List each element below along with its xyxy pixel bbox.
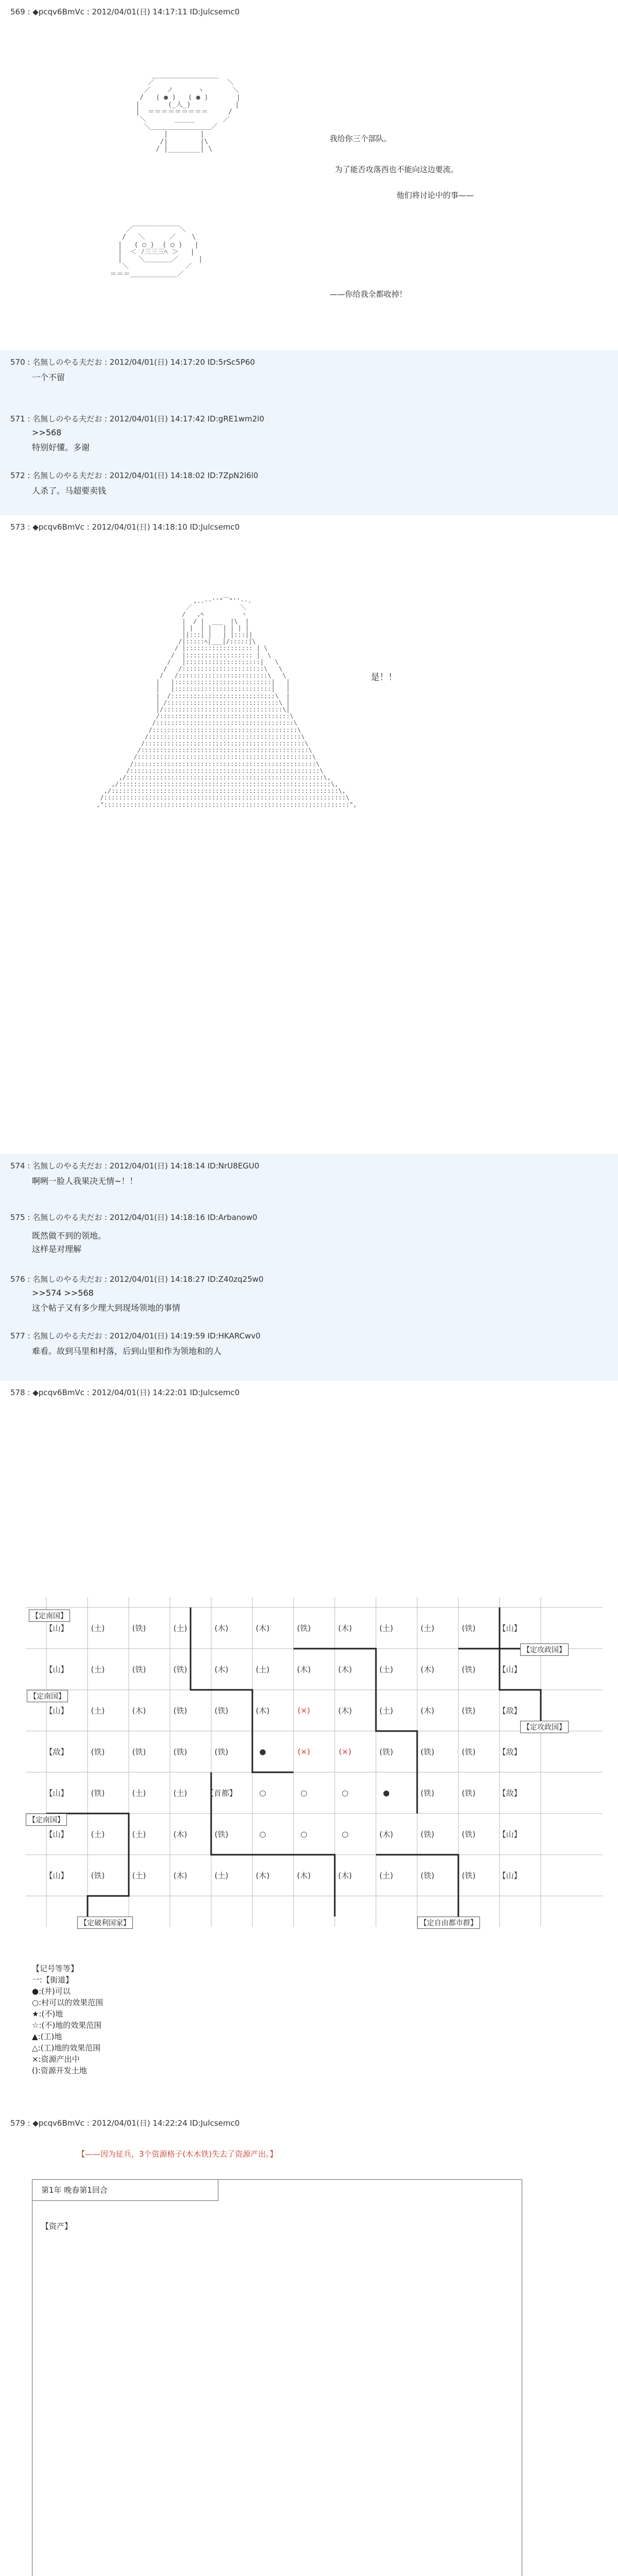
dialogue-line: 他们将讨论中的事—— — [397, 191, 474, 200]
dialogue-line: 我给你三个部队。 — [330, 134, 392, 143]
map-cell: 【山】 — [45, 1706, 68, 1716]
post-body-line: 啊咧一脸人我果决无情~！！ — [32, 1176, 138, 1186]
map-cell: (木) — [214, 1665, 229, 1674]
map-cell: (铁) — [420, 1871, 435, 1880]
map-cell: (×) — [338, 1747, 352, 1756]
map-cell: (土) — [132, 1788, 146, 1798]
post-body-line: 一个不留 — [32, 372, 65, 382]
map-cell: (铁) — [461, 1623, 476, 1633]
notice-text: 【——因为征兵，3个资源格子(木木铁)失去了资源产出。】 — [77, 2149, 278, 2159]
region-label: 【定攻政国】 — [520, 1721, 569, 1733]
map-cell: (土) — [379, 1665, 393, 1674]
legend-line: ×:资源产出中 — [32, 2055, 80, 2064]
map-cell: (土) — [420, 1623, 435, 1633]
post-572 — [0, 464, 618, 515]
map-cell: (铁) — [91, 1747, 105, 1757]
resource-box — [32, 2179, 522, 2576]
legend-line: ★:(不)地 — [32, 2009, 63, 2019]
map-cell: (铁) — [420, 1788, 435, 1798]
post-573 — [0, 515, 618, 1154]
post-body-line: 这个帖子又有多少理大到现场领地的事情 — [32, 1303, 181, 1313]
map-cell: (×) — [297, 1747, 311, 1756]
post-header: 573 : ◆pcqv6BmVc : 2012/04/01(日) 14:18:10 ID:Julcsemc0 — [10, 522, 240, 532]
legend-line: 【记号等等】 — [32, 1964, 79, 1973]
post-header: 578 : ◆pcqv6BmVc : 2012/04/01(日) 14:22:01 ID:Julcsemc0 — [10, 1388, 240, 1397]
map-cell: (铁) — [297, 1623, 311, 1633]
map-cell: (木) — [338, 1871, 352, 1880]
map-cell: (铁) — [420, 1747, 435, 1757]
map-cell: (木) — [338, 1706, 352, 1716]
map-cell: 【敌】 — [498, 1706, 522, 1716]
map-cell: (土) — [91, 1665, 105, 1674]
post-header: 570 : 名無しのやる夫だお : 2012/04/01(日) 14:17:20 ID:5rSc5P60 — [10, 358, 255, 367]
map-cell: (土) — [379, 1871, 393, 1880]
map-cell: (铁) — [132, 1623, 146, 1633]
map-cell: (铁) — [214, 1829, 229, 1839]
map-cell: (木) — [255, 1871, 270, 1880]
map-cell: (木) — [297, 1665, 311, 1674]
territory-map — [26, 1587, 603, 1942]
dialogue-line: ——你给我全都收掉！ — [330, 290, 407, 299]
map-cell: (铁) — [214, 1706, 229, 1716]
map-cell: ○ — [259, 1788, 266, 1798]
map-cell: 【敌】 — [45, 1747, 68, 1757]
map-cell: (铁) — [461, 1788, 476, 1798]
map-cell: (铁) — [461, 1706, 476, 1716]
map-cell: 【山】 — [45, 1871, 68, 1880]
dialogue-line: 为了能否攻落西也不能向这边要流。 — [335, 165, 459, 174]
map-cell: (×) — [297, 1706, 311, 1715]
map-cell: (铁) — [91, 1871, 105, 1880]
map-cell: (铁) — [461, 1871, 476, 1880]
map-cell: (土) — [91, 1829, 105, 1839]
map-cell: (木) — [338, 1623, 352, 1633]
map-cell: (铁) — [461, 1829, 476, 1839]
region-label: 【定南国】 — [29, 1609, 70, 1622]
map-cell: (土) — [91, 1706, 105, 1716]
map-cell: (铁) — [132, 1665, 146, 1674]
map-cell: (铁) — [173, 1706, 187, 1716]
map-cell: (铁) — [173, 1747, 187, 1757]
post-header: 577 : 名無しのやる夫だお : 2012/04/01(日) 14:19:59 ID:HKARCwv0 — [10, 1331, 261, 1341]
map-cell: (铁) — [214, 1747, 229, 1757]
map-cell: (木) — [173, 1871, 187, 1880]
post-body-line: 特别好懂。多谢 — [32, 443, 90, 452]
map-cell: ○ — [300, 1788, 307, 1798]
post-body-line: 既然做不到的领地。 — [32, 1231, 107, 1241]
map-cell: (木) — [420, 1706, 435, 1716]
post-574 — [0, 1154, 618, 1206]
post-575 — [0, 1206, 618, 1267]
legend-line: △:(工)地的效果范围 — [32, 2043, 101, 2053]
map-cell: (木) — [173, 1829, 187, 1839]
region-label: 【定攻政国】 — [520, 1643, 569, 1656]
post-576 — [0, 1267, 618, 1324]
post-header: 579 : ◆pcqv6BmVc : 2012/04/01(日) 14:22:24 ID:Julcsemc0 — [10, 2119, 240, 2128]
map-cell: (木) — [379, 1829, 393, 1839]
map-cell: (木) — [132, 1706, 146, 1716]
ascii-art-figure: ＿＿＿＿＿＿＿＿＿＿ ／ ＼ ／ ノ ヽ ＼ / ( ● ) ( ● ) | | (_人_) | | ＝＝＝＝＝＝＝＝＝ / ＼ ＿＿＿ ／ ＼＿＿＿＿＿＿＿＿＿／ | | /| |\ / |________| \ — [135, 72, 241, 153]
map-cell: ○ — [341, 1788, 349, 1798]
post-header: 575 : 名無しのやる夫だお : 2012/04/01(日) 14:18:16 ID:Arbanow0 — [10, 1213, 258, 1222]
legend-line: ○:村可以的效果范围 — [32, 1998, 104, 2007]
post-body-line: 人杀了。马超要卖钱 — [32, 486, 107, 496]
map-cell: (铁) — [461, 1747, 476, 1757]
map-cell: ○ — [341, 1829, 349, 1839]
map-cell: (土) — [379, 1706, 393, 1716]
map-cell: (木) — [420, 1665, 435, 1674]
map-cell: 【敌】 — [498, 1747, 522, 1757]
map-cell: (土) — [132, 1829, 146, 1839]
map-cell: (木) — [255, 1706, 270, 1716]
map-cell: ● — [259, 1747, 266, 1756]
map-cell: ○ — [259, 1829, 266, 1839]
post-body-line: 这样是对理解 — [32, 1244, 82, 1254]
map-cell: (铁) — [173, 1665, 187, 1674]
legend-line: ():资源开发土地 — [32, 2066, 87, 2075]
map-cell: 【山】 — [45, 1665, 68, 1674]
map-cell: 【山】 — [498, 1665, 522, 1674]
post-570 — [0, 350, 618, 407]
map-cell: ● — [383, 1788, 390, 1798]
map-cell: (土) — [255, 1665, 270, 1674]
map-cell: (土) — [173, 1788, 187, 1798]
post-579 — [0, 2102, 618, 2576]
section-title: 【资产】 — [41, 2222, 73, 2231]
map-cell: 【敌】 — [498, 1788, 522, 1798]
region-label: 【定南国】 — [26, 1814, 67, 1826]
map-cell: 【山】 — [45, 1829, 68, 1839]
post-body-line: 难看。故到马里和村落，后到山里和作为领地和的人 — [32, 1346, 222, 1356]
map-grid-lines — [26, 1587, 603, 1942]
ascii-art-face: ／￣￣￣￣￣￣￣＼ / ＼ ／ \ | ( ○ ) ( ○ ) | | ＜ ﾉ三三三ﾍ ＞ | | ＼＿＿＿＿／ | ＼ ／ ＝＝＝＿＿＿＿＿＿＿／ — [110, 226, 203, 278]
map-cell: (铁) — [420, 1829, 435, 1839]
map-cell: (土) — [91, 1623, 105, 1633]
map-cell: 【山】 — [498, 1871, 522, 1880]
map-cell: (土) — [379, 1623, 393, 1633]
map-cell: (木) — [297, 1871, 311, 1880]
map-cell: 【首都】 — [205, 1788, 237, 1798]
map-cell: (土) — [132, 1871, 146, 1880]
map-cell: (木) — [338, 1665, 352, 1674]
region-label: 【定自由都市群】 — [417, 1917, 480, 1929]
map-cell: (土) — [173, 1623, 187, 1633]
map-cell: (木) — [255, 1623, 270, 1633]
map-cell: (土) — [214, 1871, 229, 1880]
post-header: 576 : 名無しのやる夫だお : 2012/04/01(日) 14:18:27 ID:Z40zq25w0 — [10, 1275, 264, 1284]
ascii-art-armored-figure: ,..-‐''"￣"''‐-. ／ ＼ / ,ﾍ ヽ | / | ___ |\ | | | | | | | | | ||:::| | | |:::|| /|:::::ﾍ|___|/:::::|\ / |:::::::::::::::::: | \ / |:::::::::::::::::: | \ / |::::::::::::::::::::| \ / /::::::::::::::::::::::\ \ / /::::::::::::::::::::::::\ \ | |::::::::::::::::::::::::::| | | |::::::::::::::::::::::::::| | | /::::::::::::::::::::::::::::\ | | /::::::::::::::::::::::::::::::\ | |/::::::::::::::::::::::::::::::::\| /:::::::::::::::::::::::::::::::::::\ /:::::::::::::::::::::::::::::::::::::\ /:::::::::::::::::::::::::::::::::::::::\ /:::::::::::::::::::::::::::::::::::::::::\ /:::::::::::::::::::::::::::::::::::::::::::\ /:::::::::::::::::::::::::::::::::::::::::::::\ /:::::::::::::::::::::::::::::::::::::::::::::::\ /:::::::::::::::::::::::::::::::::::::::::::::::::\ /:::::::::::::::::::::::::::::::::::::::::::::::::::\ ,/:::::::::::::::::::::::::::::::::::::::::::::::::::::\, ,/:::::::::::::::::::::::::::::::::::::::::::::::::::::::::\, ,/:::::::::::::::::::::::::::::::::::::::::::::::::::::::::::::\, /:::::::::::::::::::::::::::::::::::::::::::::::::::::::::::::::::\ ,"::::::::::::::::::::::::::::::::::::::::::::::::::::::::::::::::::", — [96, 597, 357, 808]
post-569 — [0, 0, 618, 350]
map-cell: (铁) — [91, 1788, 105, 1798]
map-cell: 【山】 — [498, 1623, 522, 1633]
legend-line: ▲:(工)地 — [32, 2032, 62, 2041]
legend-line: ●:(井)可以 — [32, 1987, 71, 1996]
post-571 — [0, 407, 618, 464]
post-577 — [0, 1324, 618, 1381]
post-header: 571 : 名無しのやる夫だお : 2012/04/01(日) 14:17:42 ID:gRE1wm2l0 — [10, 414, 265, 423]
map-cell: (木) — [214, 1623, 229, 1633]
region-label: 【定破利国家】 — [77, 1917, 133, 1929]
map-cell: (铁) — [379, 1747, 393, 1757]
legend-line: ☆:(不)地的效果范围 — [32, 2021, 102, 2030]
post-header: 574 : 名無しのやる夫だお : 2012/04/01(日) 14:18:14 ID:NrU8EGU0 — [10, 1161, 260, 1171]
map-cell: (铁) — [132, 1747, 146, 1757]
region-label: 【定南国】 — [27, 1690, 68, 1702]
post-header: 569 : ◆pcqv6BmVc : 2012/04/01(日) 14:17:11 ID:Julcsemc0 — [10, 7, 240, 16]
post-body-line: >>574 >>568 — [32, 1288, 94, 1298]
post-header: 572 : 名無しのやる夫だお : 2012/04/01(日) 14:18:02 ID:7ZpN2l6l0 — [10, 471, 259, 480]
map-cell: ○ — [300, 1829, 307, 1839]
map-cell: (铁) — [461, 1665, 476, 1674]
dialogue-line: 是！！ — [371, 672, 397, 683]
post-body-line: >>568 — [32, 428, 62, 437]
legend-line: 一:【街道】 — [32, 1975, 74, 1985]
map-cell: 【山】 — [45, 1788, 68, 1798]
map-cell: 【山】 — [45, 1623, 68, 1633]
turn-title: 第1年 晚春第1回合 — [41, 2185, 108, 2195]
map-cell: 【山】 — [498, 1829, 522, 1839]
